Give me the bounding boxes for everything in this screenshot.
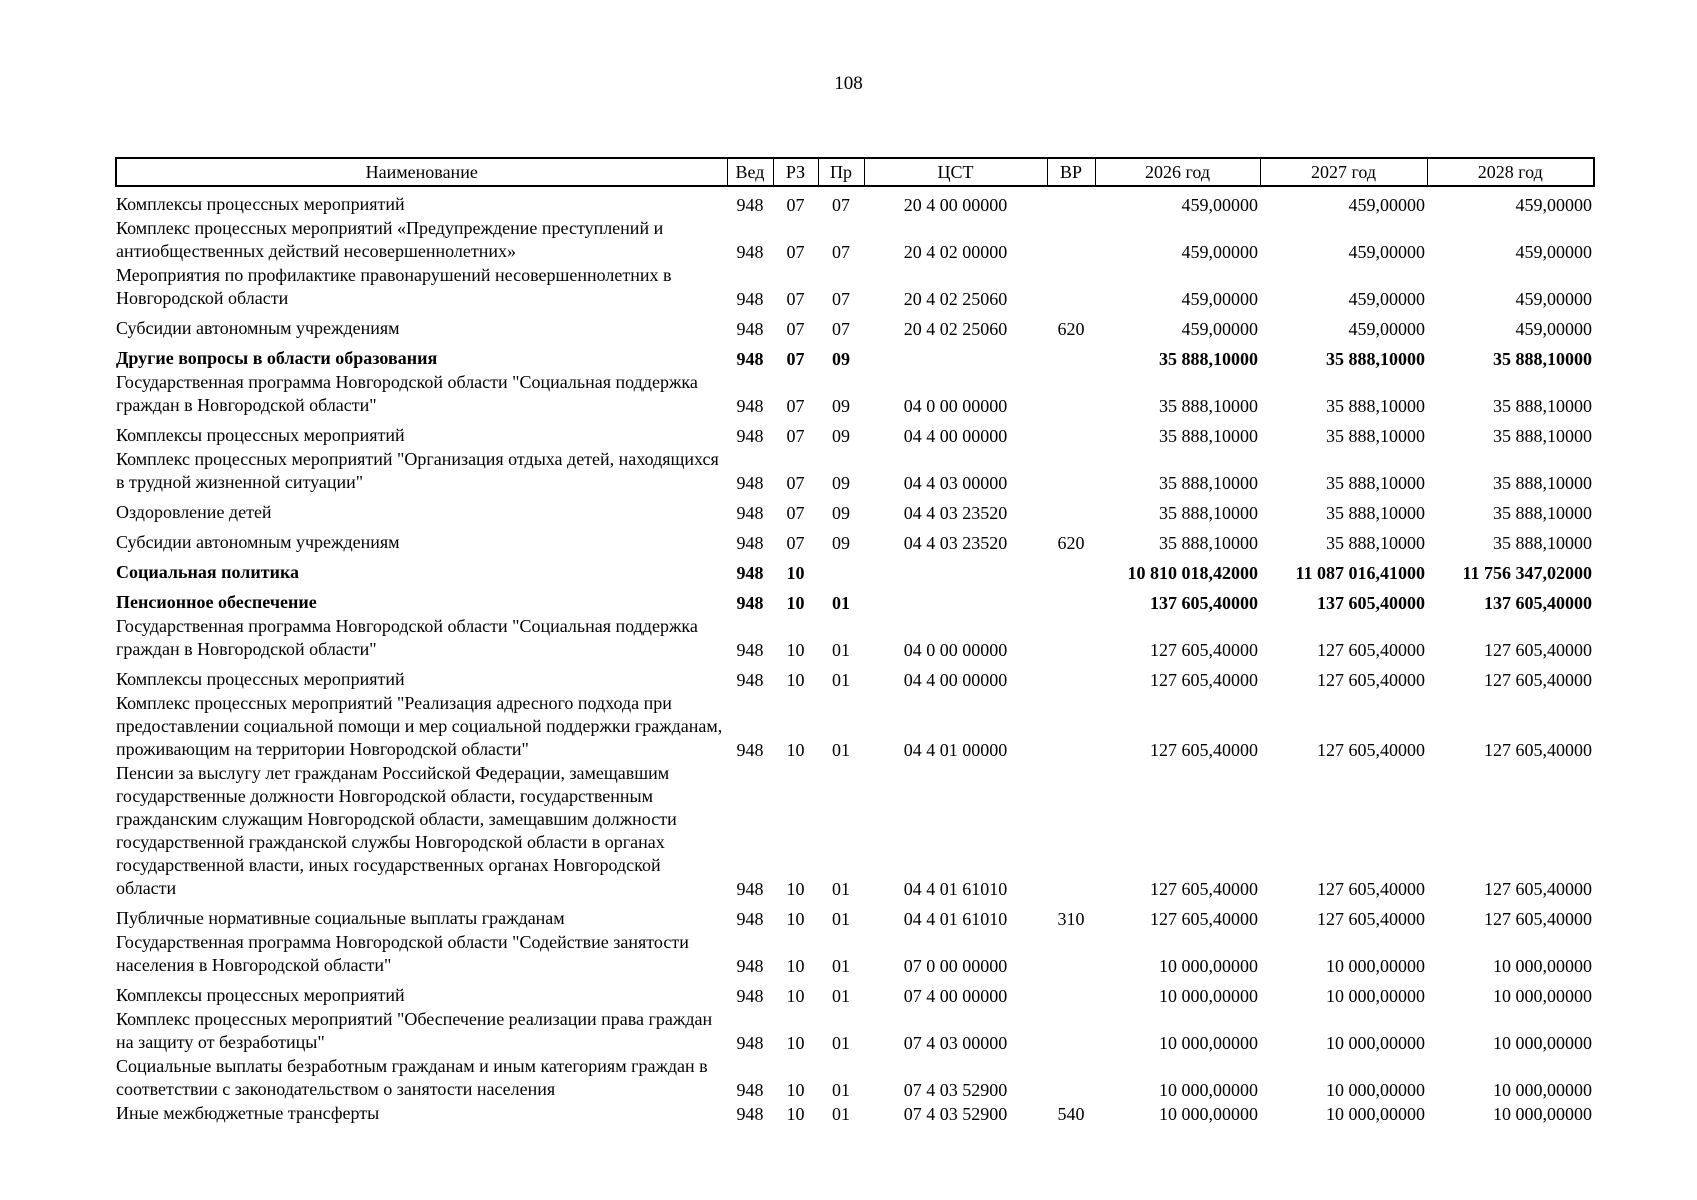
- cell-cst: [864, 585, 1047, 615]
- cell-y2026: 35 888,10000: [1159, 503, 1258, 523]
- cell-vr: [1047, 264, 1095, 311]
- cell-y2028: 459,00000: [1515, 242, 1592, 262]
- cell-rz: 10: [786, 879, 805, 899]
- cell-name: Комплекс процессных мероприятий "Реализация адресного подхода при предоставлении социальной помощи и мер социальной поддержки гражданам, проживающим на территории Новгородской области": [116, 693, 723, 759]
- cell-ved: 948: [736, 396, 764, 416]
- cell-vr: [1047, 341, 1095, 371]
- cell-y2026: 459,00000: [1181, 195, 1258, 215]
- cell-pr: 01: [832, 956, 850, 976]
- cell-pr: 09: [832, 396, 850, 416]
- cell-y2027: 10 000,00000: [1326, 1033, 1425, 1053]
- table-row: [116, 371, 1594, 418]
- header-ved: Вед: [727, 158, 773, 186]
- cell-cst: [864, 341, 1047, 371]
- cell-name: Субсидии автономным учреждениям: [116, 532, 400, 552]
- cell-rz: 07: [786, 319, 805, 339]
- cell-name: Мероприятия по профилактике правонарушений несовершеннолетних в Новгородской области: [116, 265, 672, 308]
- cell-vr: [1047, 615, 1095, 662]
- cell-rz: 10: [786, 1080, 805, 1100]
- cell-ved: 948: [736, 195, 764, 215]
- cell-ved: 948: [736, 909, 764, 929]
- table-row: [116, 418, 1594, 448]
- cell-pr: 01: [832, 909, 850, 929]
- cell-y2027: 35 888,10000: [1326, 473, 1425, 493]
- cell-vr: [1047, 1055, 1095, 1102]
- cell-name: Социальная политика: [116, 562, 300, 582]
- cell-cst: 04 4 01 61010: [903, 909, 1008, 929]
- cell-vr: [1047, 495, 1095, 525]
- cell-ved: 948: [736, 503, 764, 523]
- cell-rz: 10: [786, 740, 805, 760]
- cell-y2028: 459,00000: [1515, 319, 1592, 339]
- cell-cst: 07 4 00 00000: [903, 986, 1008, 1006]
- cell-pr: 09: [832, 426, 850, 446]
- cell-y2028: 127 605,40000: [1484, 879, 1592, 899]
- cell-ved: 948: [736, 319, 764, 339]
- cell-y2027: 459,00000: [1348, 195, 1425, 215]
- cell-cst: 07 4 03 52900: [903, 1080, 1008, 1100]
- cell-ved: 948: [736, 1104, 764, 1124]
- cell-rz: 10: [786, 986, 805, 1006]
- cell-rz: 07: [786, 426, 805, 446]
- cell-y2026: 10 000,00000: [1159, 986, 1258, 1006]
- cell-rz: 10: [786, 956, 805, 976]
- cell-ved: 948: [736, 242, 764, 262]
- cell-vr: [1047, 555, 1095, 585]
- cell-ved: 948: [736, 1080, 764, 1100]
- cell-cst: 04 4 03 23520: [903, 533, 1008, 553]
- table-row: [116, 1008, 1594, 1055]
- table-row: [116, 264, 1594, 311]
- table-row: [116, 555, 1594, 585]
- table-row: [116, 692, 1594, 762]
- cell-name: Иные межбюджетные трансферты: [116, 1103, 380, 1123]
- header-name: Наименование: [116, 158, 727, 186]
- cell-name: Комплекс процессных мероприятий "Организация отдыха детей, находящихся в трудной жизненной ситуации": [116, 449, 719, 492]
- cell-pr: 01: [832, 670, 850, 690]
- cell-y2026: 35 888,10000: [1159, 533, 1258, 553]
- cell-rz: 07: [786, 195, 805, 215]
- cell-y2026: 10 810 018,42000: [1127, 563, 1258, 583]
- cell-name: Пенсии за выслугу лет гражданам Российской Федерации, замещавшим государственные должности Новгородской области, государственным гражданским служащим Новгородской области, замещавшим должности государственной гражданской службы Новгородской области в органах государственной власти, иных государственных органах Новгородской области: [116, 763, 677, 898]
- cell-name: Субсидии автономным учреждениям: [116, 318, 400, 338]
- cell-y2026: 459,00000: [1181, 319, 1258, 339]
- cell-pr: 01: [832, 740, 850, 760]
- table-row: [116, 662, 1594, 692]
- cell-vr: [1047, 448, 1095, 495]
- cell-ved: 948: [736, 473, 764, 493]
- cell-y2027: 35 888,10000: [1326, 396, 1425, 416]
- cell-rz: 10: [786, 1104, 805, 1124]
- cell-vr: [1047, 1008, 1095, 1055]
- cell-y2026: 127 605,40000: [1150, 909, 1258, 929]
- cell-pr: 01: [832, 1104, 850, 1124]
- cell-rz: 10: [786, 670, 805, 690]
- cell-pr: 09: [832, 473, 850, 493]
- cell-y2028: 35 888,10000: [1493, 396, 1592, 416]
- cell-y2027: 459,00000: [1348, 289, 1425, 309]
- header-pr: Пр: [818, 158, 864, 186]
- header-vr: ВР: [1047, 158, 1095, 186]
- cell-rz: 10: [786, 909, 805, 929]
- cell-name: Социальные выплаты безработным гражданам и иным категориям граждан в соответствии с законодательством о занятости населения: [116, 1056, 708, 1099]
- cell-rz: 07: [786, 503, 805, 523]
- cell-y2027: 137 605,40000: [1317, 593, 1425, 613]
- cell-name: Государственная программа Новгородской области "Социальная поддержка граждан в Новгородской области": [116, 616, 698, 659]
- cell-rz: 07: [786, 533, 805, 553]
- header-2026: 2026 год: [1095, 158, 1260, 186]
- cell-pr: 09: [832, 533, 850, 553]
- cell-vr: [1047, 762, 1095, 901]
- cell-vr: 310: [1057, 909, 1085, 929]
- table-row: [116, 762, 1594, 901]
- cell-rz: 10: [786, 1033, 805, 1053]
- cell-cst: 04 4 03 00000: [903, 473, 1008, 493]
- cell-name: Оздоровление детей: [116, 502, 272, 522]
- cell-y2028: 127 605,40000: [1484, 909, 1592, 929]
- cell-pr: 09: [832, 349, 850, 369]
- cell-pr: 01: [832, 640, 850, 660]
- cell-ved: 948: [736, 670, 764, 690]
- cell-rz: 07: [786, 289, 805, 309]
- cell-y2028: 127 605,40000: [1484, 740, 1592, 760]
- cell-cst: 20 4 02 00000: [903, 242, 1008, 262]
- cell-name: Публичные нормативные социальные выплаты гражданам: [116, 908, 565, 928]
- cell-name: Комплексы процессных мероприятий: [116, 425, 405, 445]
- cell-y2028: 35 888,10000: [1493, 473, 1592, 493]
- cell-ved: 948: [736, 289, 764, 309]
- cell-y2027: 35 888,10000: [1326, 349, 1425, 369]
- header-2028: 2028 год: [1427, 158, 1594, 186]
- table-row: [116, 217, 1594, 264]
- cell-pr: 07: [832, 319, 850, 339]
- cell-ved: 948: [736, 986, 764, 1006]
- cell-name: Другие вопросы в области образования: [116, 348, 438, 368]
- cell-vr: [1047, 217, 1095, 264]
- table-row: [116, 495, 1594, 525]
- cell-rz: 07: [786, 349, 805, 369]
- cell-y2027: 127 605,40000: [1317, 640, 1425, 660]
- cell-name: Комплекс процессных мероприятий "Обеспечение реализации права граждан на защиту от безработицы": [116, 1009, 713, 1052]
- cell-cst: 07 4 03 52900: [903, 1104, 1008, 1124]
- cell-y2027: 35 888,10000: [1326, 533, 1425, 553]
- cell-y2027: 35 888,10000: [1326, 503, 1425, 523]
- header-rz: РЗ: [773, 158, 818, 186]
- cell-ved: 948: [736, 740, 764, 760]
- cell-y2028: 459,00000: [1515, 289, 1592, 309]
- cell-y2026: 459,00000: [1181, 289, 1258, 309]
- cell-y2026: 127 605,40000: [1150, 879, 1258, 899]
- cell-y2026: 10 000,00000: [1159, 1104, 1258, 1124]
- cell-cst: 20 4 02 25060: [903, 289, 1008, 309]
- table-row: [116, 901, 1594, 931]
- cell-vr: [1047, 662, 1095, 692]
- cell-name: Государственная программа Новгородской области "Социальная поддержка граждан в Новгородской области": [116, 372, 698, 415]
- cell-y2027: 127 605,40000: [1317, 909, 1425, 929]
- cell-y2027: 127 605,40000: [1317, 670, 1425, 690]
- cell-y2026: 10 000,00000: [1159, 956, 1258, 976]
- cell-rz: 10: [786, 593, 805, 613]
- cell-vr: [1047, 692, 1095, 762]
- cell-y2027: 10 000,00000: [1326, 956, 1425, 976]
- cell-y2028: 10 000,00000: [1493, 1080, 1592, 1100]
- cell-vr: 620: [1057, 319, 1085, 339]
- cell-y2028: 35 888,10000: [1493, 503, 1592, 523]
- cell-y2028: 137 605,40000: [1484, 593, 1592, 613]
- cell-y2027: 10 000,00000: [1326, 1104, 1425, 1124]
- cell-pr: 01: [832, 593, 850, 613]
- cell-y2028: 10 000,00000: [1493, 1033, 1592, 1053]
- table-row: [116, 1102, 1594, 1126]
- cell-rz: 07: [786, 473, 805, 493]
- cell-y2026: 10 000,00000: [1159, 1080, 1258, 1100]
- table-row: [116, 525, 1594, 555]
- cell-y2026: 10 000,00000: [1159, 1033, 1258, 1053]
- cell-name: Комплекс процессных мероприятий «Предупреждение преступлений и антиобщественных действий несовершеннолетних»: [116, 218, 664, 261]
- cell-y2028: 127 605,40000: [1484, 670, 1592, 690]
- table-row: [116, 1055, 1594, 1102]
- cell-pr: 07: [832, 242, 850, 262]
- table-row: [116, 311, 1594, 341]
- table-header-row: [116, 158, 1594, 186]
- cell-ved: 948: [736, 349, 764, 369]
- cell-pr: 01: [832, 879, 850, 899]
- cell-ved: 948: [736, 593, 764, 613]
- cell-vr: 620: [1057, 533, 1085, 553]
- cell-rz: 10: [786, 563, 805, 583]
- cell-ved: 948: [736, 1033, 764, 1053]
- cell-cst: 20 4 00 00000: [903, 195, 1008, 215]
- cell-y2028: 127 605,40000: [1484, 640, 1592, 660]
- table-row: [116, 585, 1594, 615]
- cell-y2027: 459,00000: [1348, 242, 1425, 262]
- cell-ved: 948: [736, 879, 764, 899]
- cell-name: Комплексы процессных мероприятий: [116, 669, 405, 689]
- cell-pr: 07: [832, 289, 850, 309]
- cell-pr: 09: [832, 503, 850, 523]
- table-row: [116, 341, 1594, 371]
- cell-y2027: 127 605,40000: [1317, 740, 1425, 760]
- cell-y2026: 127 605,40000: [1150, 670, 1258, 690]
- cell-pr: 01: [832, 1080, 850, 1100]
- cell-y2027: 11 087 016,41000: [1295, 563, 1425, 583]
- cell-y2028: 35 888,10000: [1493, 349, 1592, 369]
- cell-ved: 948: [736, 426, 764, 446]
- cell-rz: 07: [786, 242, 805, 262]
- cell-vr: [1047, 585, 1095, 615]
- cell-vr: 540: [1057, 1104, 1085, 1124]
- cell-y2028: 35 888,10000: [1493, 426, 1592, 446]
- cell-ved: 948: [736, 533, 764, 553]
- cell-y2028: 10 000,00000: [1493, 956, 1592, 976]
- header-cst: ЦСТ: [864, 158, 1047, 186]
- cell-name: Комплексы процессных мероприятий: [116, 194, 405, 214]
- table-row: [116, 448, 1594, 495]
- cell-vr: [1047, 418, 1095, 448]
- cell-ved: 948: [736, 640, 764, 660]
- cell-y2028: 35 888,10000: [1493, 533, 1592, 553]
- cell-pr: [818, 555, 864, 585]
- table-row: [116, 615, 1594, 662]
- cell-rz: 10: [786, 640, 805, 660]
- cell-name: Государственная программа Новгородской области "Содействие занятости населения в Новгородской области": [116, 932, 689, 975]
- cell-ved: 948: [736, 956, 764, 976]
- cell-cst: 04 0 00 00000: [903, 640, 1008, 660]
- cell-vr: [1047, 931, 1095, 978]
- cell-y2026: 35 888,10000: [1159, 426, 1258, 446]
- header-2027: 2027 год: [1260, 158, 1427, 186]
- cell-y2027: 127 605,40000: [1317, 879, 1425, 899]
- cell-y2026: 35 888,10000: [1159, 349, 1258, 369]
- cell-cst: 04 4 01 00000: [903, 740, 1008, 760]
- cell-cst: 07 4 03 00000: [903, 1033, 1008, 1053]
- cell-vr: [1047, 978, 1095, 1008]
- table-body: [116, 186, 1594, 1126]
- cell-name: Пенсионное обеспечение: [116, 592, 317, 612]
- cell-rz: 07: [786, 396, 805, 416]
- cell-y2028: 11 756 347,02000: [1462, 563, 1592, 583]
- cell-cst: 04 4 00 00000: [903, 670, 1008, 690]
- cell-pr: 01: [832, 986, 850, 1006]
- cell-cst: 07 0 00 00000: [903, 956, 1008, 976]
- budget-table: [115, 157, 1595, 1126]
- table-row: [116, 186, 1594, 217]
- cell-y2027: 10 000,00000: [1326, 1080, 1425, 1100]
- cell-y2026: 459,00000: [1181, 242, 1258, 262]
- cell-y2028: 10 000,00000: [1493, 1104, 1592, 1124]
- cell-y2026: 137 605,40000: [1150, 593, 1258, 613]
- page-number: 108: [834, 73, 863, 94]
- cell-vr: [1047, 186, 1095, 217]
- cell-y2026: 127 605,40000: [1150, 740, 1258, 760]
- cell-y2026: 35 888,10000: [1159, 473, 1258, 493]
- cell-cst: 04 0 00 00000: [903, 396, 1008, 416]
- cell-pr: 07: [832, 195, 850, 215]
- cell-y2028: 459,00000: [1515, 195, 1592, 215]
- cell-y2027: 10 000,00000: [1326, 986, 1425, 1006]
- cell-y2027: 35 888,10000: [1326, 426, 1425, 446]
- cell-vr: [1047, 371, 1095, 418]
- cell-cst: [864, 555, 1047, 585]
- table-row: [116, 978, 1594, 1008]
- cell-y2028: 10 000,00000: [1493, 986, 1592, 1006]
- cell-cst: 20 4 02 25060: [903, 319, 1008, 339]
- cell-y2026: 35 888,10000: [1159, 396, 1258, 416]
- cell-cst: 04 4 03 23520: [903, 503, 1008, 523]
- table-row: [116, 931, 1594, 978]
- cell-ved: 948: [736, 563, 764, 583]
- cell-y2027: 459,00000: [1348, 319, 1425, 339]
- cell-pr: 01: [832, 1033, 850, 1053]
- cell-cst: 04 4 00 00000: [903, 426, 1008, 446]
- cell-name: Комплексы процессных мероприятий: [116, 985, 405, 1005]
- cell-y2026: 127 605,40000: [1150, 640, 1258, 660]
- cell-cst: 04 4 01 61010: [903, 879, 1008, 899]
